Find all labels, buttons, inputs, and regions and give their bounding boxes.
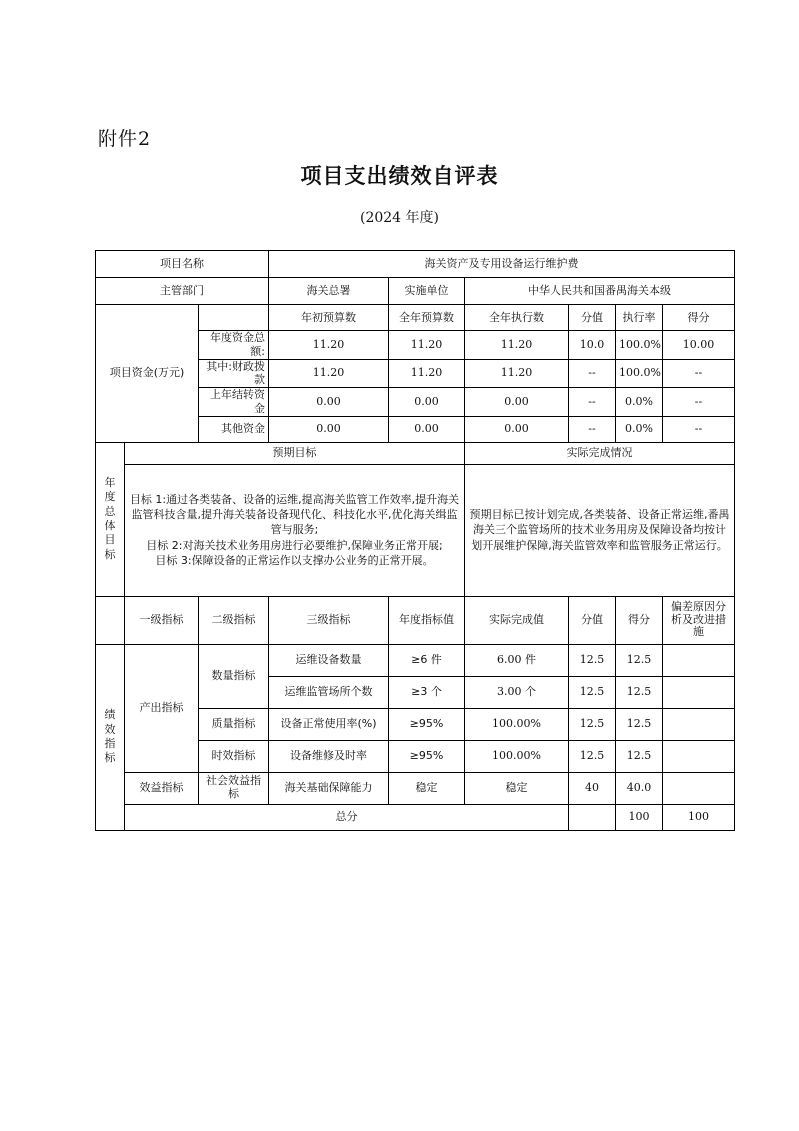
indicator-score-value: 40 (569, 772, 616, 804)
col-deviation (663, 596, 735, 644)
page-subtitle: (2024 年度) (359, 210, 439, 226)
indicator-deviation (663, 644, 735, 676)
funds-executed: 11.20 (465, 331, 569, 360)
funds-row-label: 其他资金 (199, 416, 269, 442)
col-level3: 三级指标 (269, 596, 389, 644)
indicator-actual: 3.00 个 (465, 676, 569, 708)
col-score-value: 分值 (569, 596, 616, 644)
indicator-deviation (663, 772, 735, 804)
funds-initial: 11.20 (269, 359, 389, 388)
expected-goals-header: 预期目标 (125, 442, 465, 464)
page-title: 项目支出绩效自评表 (300, 164, 499, 188)
funds-rate: 100.0% (616, 331, 663, 360)
funds-header-row (96, 305, 735, 331)
funds-annual: 11.20 (389, 359, 465, 388)
benefit-indicator-label: 效益指标 (125, 772, 199, 804)
indicator-target: ≥3 个 (389, 676, 465, 708)
expected-goal-item: 目标 2:对海关技术业务用房进行必要维护,保障业务正常开展; (146, 538, 443, 552)
indicator-row (96, 644, 735, 676)
funds-blank-cell (199, 305, 269, 331)
funds-col-rate: 执行率 (616, 305, 663, 331)
goals-label (96, 442, 125, 596)
evaluation-table (95, 250, 735, 831)
indicator-score: 12.5 (616, 644, 663, 676)
dept-label: 主管部门 (96, 278, 269, 305)
social-indicator-text: 社会效益指标 (206, 774, 261, 800)
indicator-name-text: 设备正常使用率(%) (280, 716, 377, 730)
funds-rate: 0.0% (616, 416, 663, 442)
indicator-score: 12.5 (616, 676, 663, 708)
total-row (96, 804, 735, 830)
funds-score-value: -- (569, 388, 616, 417)
indicators-header-blank (96, 596, 125, 644)
funds-annual: 0.00 (389, 388, 465, 417)
indicators-label (96, 644, 125, 830)
indicator-score-value: 12.5 (569, 644, 616, 676)
total-score-value: 100 (616, 804, 663, 830)
funds-score: 10.00 (663, 331, 735, 360)
indicator-name: 运维设备数量 (269, 644, 389, 676)
funds-annual: 0.00 (389, 416, 465, 442)
project-name-value: 海关资产及专用设备运行维护费 (269, 251, 735, 278)
indicators-label-text: 绩效指标 (104, 708, 116, 765)
indicator-target: ≥95% (389, 740, 465, 772)
indicator-target: ≥6 件 (389, 644, 465, 676)
col-target: 年度指标值 (389, 596, 465, 644)
indicator-name (269, 708, 389, 740)
deviation-header-text: 偏差原因分析及改进措施 (671, 600, 727, 639)
unit-label: 实施单位 (389, 278, 465, 305)
indicator-score: 40.0 (616, 772, 663, 804)
col-level1: 一级指标 (125, 596, 199, 644)
funds-initial: 0.00 (269, 388, 389, 417)
goals-label-text: 年度总体目标 (104, 476, 116, 561)
expected-goals-text (125, 464, 465, 596)
funds-initial: 11.20 (269, 331, 389, 360)
funds-score: -- (663, 416, 735, 442)
indicator-target: ≥95% (389, 708, 465, 740)
social-indicator-label (199, 772, 269, 804)
goals-content-row (96, 464, 735, 596)
expected-goal-item: 目标 3:保障设备的正常运作以支撑办公业务的正常开展。 (155, 553, 434, 567)
total-score: 100 (663, 804, 735, 830)
col-level2: 二级指标 (199, 596, 269, 644)
funds-col-annual: 全年预算数 (389, 305, 465, 331)
funds-initial: 0.00 (269, 416, 389, 442)
indicators-header-row (96, 596, 735, 644)
indicator-actual: 100.00% (465, 740, 569, 772)
funds-label: 项目资金(万元) (96, 305, 199, 443)
funds-row-label: 上年结转资金 (199, 388, 269, 417)
indicator-row (96, 772, 735, 804)
indicator-name: 运维监管场所个数 (269, 676, 389, 708)
indicator-actual: 100.00% (465, 708, 569, 740)
funds-col-score: 得分 (663, 305, 735, 331)
funds-rate: 100.0% (616, 359, 663, 388)
attachment-label: 附件2 (98, 128, 152, 150)
indicator-name: 海关基础保障能力 (269, 772, 389, 804)
funds-row-label: 其中:财政拨款 (199, 359, 269, 388)
indicator-target: 稳定 (389, 772, 465, 804)
indicator-deviation (663, 676, 735, 708)
funds-score: -- (663, 388, 735, 417)
funds-score-value: -- (569, 359, 616, 388)
indicator-deviation (663, 740, 735, 772)
indicator-score: 12.5 (616, 740, 663, 772)
unit-value: 中华人民共和国番禺海关本级 (465, 278, 735, 305)
total-label: 总分 (125, 804, 569, 830)
output-indicator-label: 产出指标 (125, 644, 199, 772)
funds-score-value: 10.0 (569, 331, 616, 360)
funds-col-initial: 年初预算数 (269, 305, 389, 331)
indicator-score-value: 12.5 (569, 740, 616, 772)
expected-goal-item: 目标 1:通过各类装备、设备的运维,提高海关监管工作效率,提升海关监管科技含量,提升海关装备设备现代化、科技化水平,优化海关缉监管与服务; (129, 493, 460, 537)
indicator-actual: 6.00 件 (465, 644, 569, 676)
funds-col-executed: 全年执行数 (465, 305, 569, 331)
indicator-deviation (663, 708, 735, 740)
col-actual: 实际完成值 (465, 596, 569, 644)
goals-header-row (96, 442, 735, 464)
dept-value: 海关总署 (269, 278, 389, 305)
project-name-label: 项目名称 (96, 251, 269, 278)
funds-score-value: -- (569, 416, 616, 442)
funds-row-label: 年度资金总额: (199, 331, 269, 360)
timeliness-indicator-label: 时效指标 (199, 740, 269, 772)
col-score: 得分 (616, 596, 663, 644)
funds-score: -- (663, 359, 735, 388)
funds-executed: 11.20 (465, 359, 569, 388)
indicator-name: 设备维修及时率 (269, 740, 389, 772)
funds-col-score-value: 分值 (569, 305, 616, 331)
funds-executed: 0.00 (465, 388, 569, 417)
indicator-score: 12.5 (616, 708, 663, 740)
department-row (96, 278, 735, 305)
actual-goals-header: 实际完成情况 (465, 442, 735, 464)
quantity-indicator-label: 数量指标 (199, 644, 269, 708)
funds-executed: 0.00 (465, 416, 569, 442)
quality-indicator-label: 质量指标 (199, 708, 269, 740)
funds-rate: 0.0% (616, 388, 663, 417)
actual-goals-text: 预期目标已按计划完成,各类装备、设备正常运维,番禺海关三个监管场所的技术业务用房及保障设备均按计划开展维护保障,海关监管效率和监管服务正常运行。 (465, 464, 735, 596)
indicator-score-value: 12.5 (569, 676, 616, 708)
funds-annual: 11.20 (389, 331, 465, 360)
indicator-score-value: 12.5 (569, 708, 616, 740)
total-blank-cell (569, 804, 616, 830)
indicator-actual: 稳定 (465, 772, 569, 804)
project-name-row (96, 251, 735, 278)
